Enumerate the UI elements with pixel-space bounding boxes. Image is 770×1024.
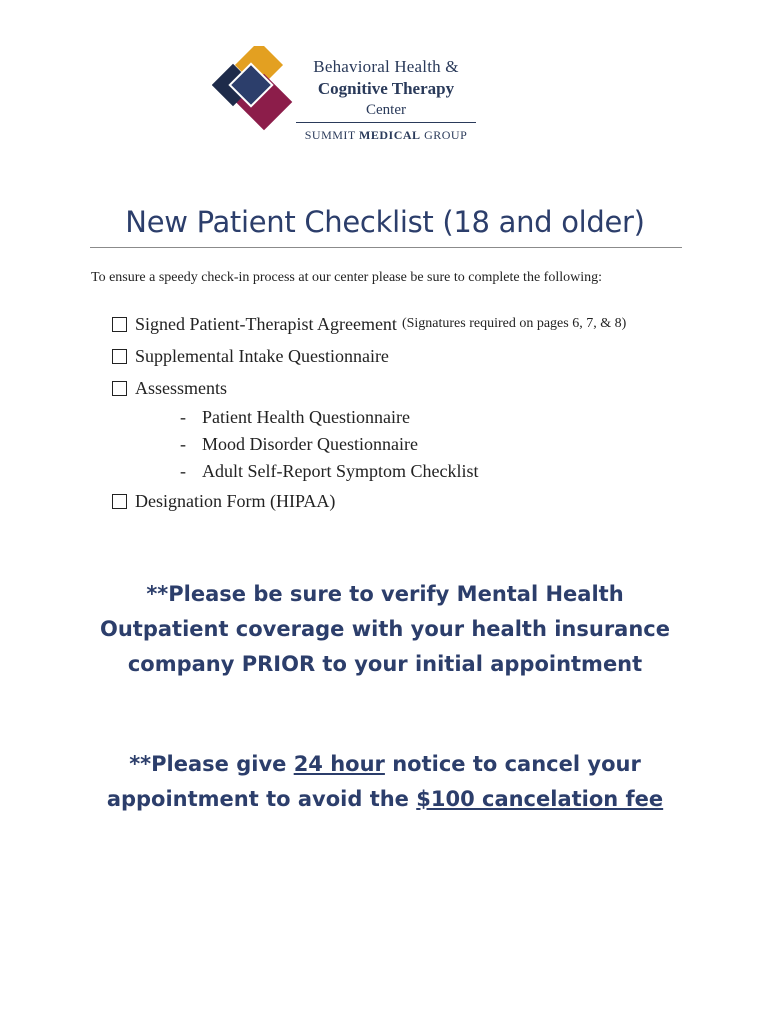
sublist-item-label: Adult Self-Report Symptom Checklist bbox=[202, 461, 479, 481]
notice-line: **Please be sure to verify Mental Health bbox=[146, 582, 624, 606]
checklist-item-assessments bbox=[112, 372, 626, 404]
dash-bullet: - bbox=[180, 434, 186, 454]
checklist-item-label: Designation Form (HIPAA) bbox=[135, 491, 336, 511]
logo-mark-icon bbox=[212, 46, 302, 136]
notice-emphasis: 24 hour bbox=[293, 752, 385, 776]
checklist-item-label: Signed Patient-Therapist Agreement bbox=[135, 314, 397, 334]
logo-group-part-2: MEDICAL bbox=[359, 128, 421, 142]
dash-bullet: - bbox=[180, 461, 186, 481]
checklist-item-label: Assessments bbox=[135, 378, 228, 398]
logo-wordmark bbox=[296, 56, 476, 123]
insurance-notice bbox=[0, 577, 770, 682]
notice-line: Outpatient coverage with your health insurance bbox=[99, 617, 670, 641]
checkbox[interactable] bbox=[112, 381, 127, 396]
logo-group-part-3: GROUP bbox=[420, 128, 468, 142]
intro-text: To ensure a speedy check-in process at our center please be sure to complete the following: bbox=[91, 270, 602, 285]
checklist-item-note: (Signatures required on pages 6, 7, & 8) bbox=[401, 316, 627, 331]
checklist bbox=[112, 308, 626, 517]
checklist-item-designation bbox=[112, 485, 626, 517]
checklist-item-supplemental bbox=[112, 340, 626, 372]
logo-group-part-1: SUMMIT bbox=[304, 128, 360, 142]
page-title: New Patient Checklist (18 and older) bbox=[125, 205, 645, 239]
notice-line bbox=[0, 747, 770, 782]
logo bbox=[212, 46, 482, 146]
logo-line-1: Behavioral Health & bbox=[313, 57, 459, 76]
notice-text: **Please give bbox=[129, 752, 294, 776]
sublist-item-label: Patient Health Questionnaire bbox=[202, 407, 410, 427]
checklist-item-label: Supplemental Intake Questionnaire bbox=[135, 346, 389, 366]
logo-line-3: Center bbox=[296, 100, 476, 123]
notice-line bbox=[0, 782, 770, 817]
notice-line: company PRIOR to your initial appointment bbox=[127, 652, 643, 676]
checklist-item-agreement bbox=[112, 308, 626, 340]
notice-emphasis: $100 cancelation fee bbox=[416, 787, 664, 811]
assessment-sublist bbox=[180, 404, 626, 485]
checkbox[interactable] bbox=[112, 317, 127, 332]
sublist-item bbox=[180, 404, 626, 431]
logo-group-name bbox=[296, 128, 476, 143]
notice-text: appointment to avoid the bbox=[106, 787, 417, 811]
checkbox[interactable] bbox=[112, 494, 127, 509]
cancellation-notice bbox=[0, 747, 770, 817]
sublist-item bbox=[180, 458, 626, 485]
sublist-item bbox=[180, 431, 626, 458]
dash-bullet: - bbox=[180, 407, 186, 427]
title-divider bbox=[90, 247, 682, 248]
sublist-item-label: Mood Disorder Questionnaire bbox=[202, 434, 418, 454]
logo-line-2: Cognitive Therapy bbox=[317, 79, 455, 98]
notice-text: notice to cancel your bbox=[384, 752, 641, 776]
checkbox[interactable] bbox=[112, 349, 127, 364]
